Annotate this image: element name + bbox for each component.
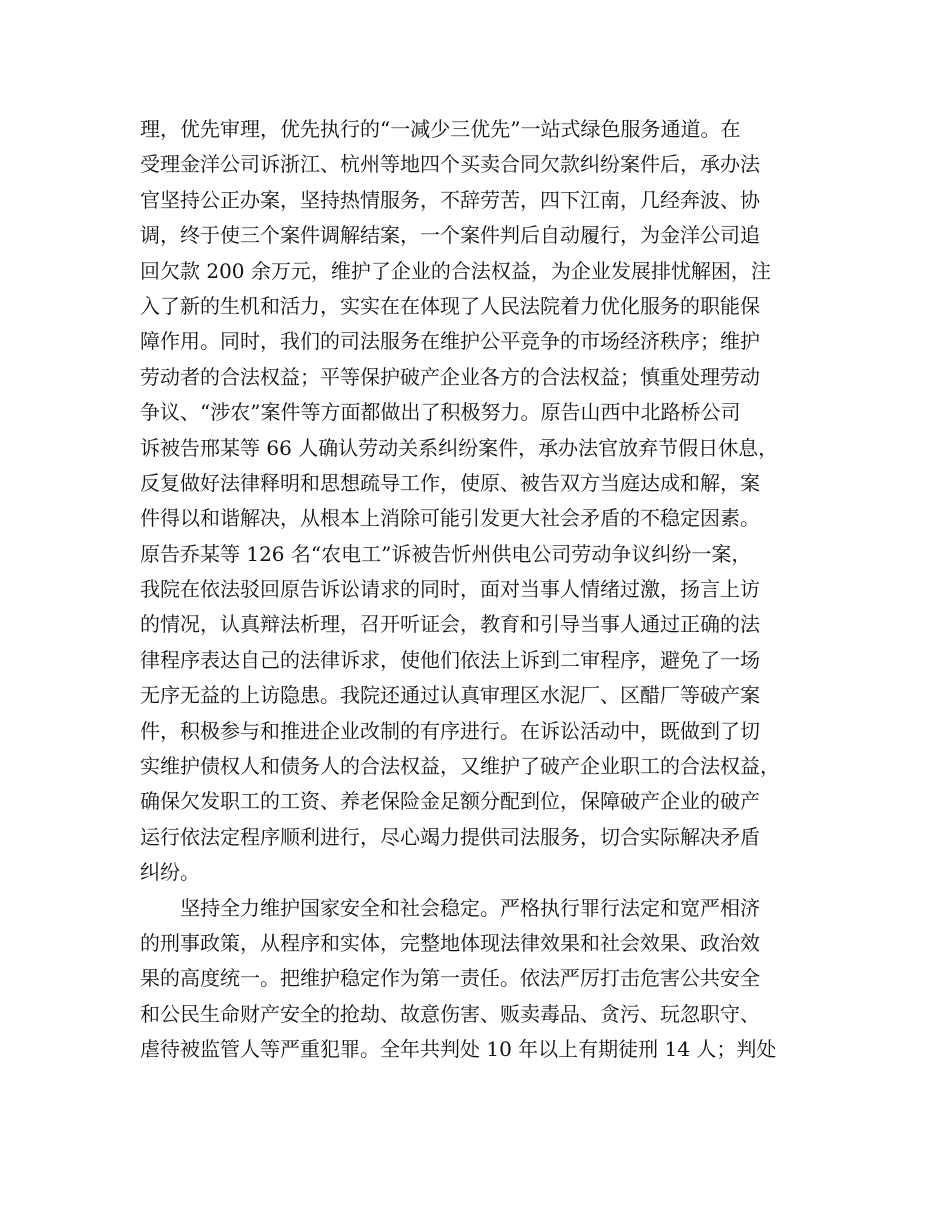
text-line: 无序无益的上访隐患。我院还通过认真审理区水泥厂、区醋厂等破产案 (140, 683, 760, 708)
text-line: 运行依法定程序顺利进行，尽心竭力提供司法服务，切合实际解决矛盾 (140, 824, 760, 849)
text-line: 确保欠发职工的工资、养老保险金足额分配到位，保障破产企业的破产 (140, 789, 760, 814)
text-line: 官坚持公正办案，坚持热情服务，不辞劳苦，四下江南，几经奔波、协 (140, 187, 760, 212)
text-line: 诉被告邢某等 66 人确认劳动关系纠纷案件，承办法官放弃节假日休息， (140, 435, 779, 460)
text-line: 的刑事政策，从程序和实体，完整地体现法律效果和社会效果、政治效 (140, 930, 760, 955)
text-line: 回欠款 200 余万元，维护了企业的合法权益，为企业发展排忧解困，注 (140, 258, 771, 283)
text-line: 果的高度统一。把维护稳定作为第一责任。依法严厉打击危害公共安全 (140, 966, 760, 991)
text-line: 和公民生命财产安全的抢劫、故意伤害、贩卖毒品、贪污、玩忽职守、 (140, 1001, 760, 1026)
text-line: 受理金洋公司诉浙江、杭州等地四个买卖合同欠款纠纷案件后，承办法 (140, 152, 760, 177)
text-line: 劳动者的合法权益；平等保护破产企业各方的合法权益；慎重处理劳动 (140, 364, 760, 389)
text-line: 实维护债权人和债务人的合法权益，又维护了破产企业职工的合法权益， (140, 754, 780, 779)
text-line: 争议、“涉农”案件等方面都做出了积极努力。原告山西中北路桥公司 (140, 400, 741, 425)
text-line: 原告乔某等 126 名“农电工”诉被告忻州供电公司劳动争议纠纷一案， (140, 541, 752, 566)
text-line: 坚持全力维护国家安全和社会稳定。严格执行罪行法定和宽严相济 (140, 895, 760, 920)
text-line: 反复做好法律释明和思想疏导工作，使原、被告双方当庭达成和解，案 (140, 470, 760, 495)
text-line: 调，终于使三个案件调解结案，一个案件判后自动履行，为金洋公司追 (140, 223, 760, 248)
text-line: 纠纷。 (140, 860, 200, 885)
text-line: 虐待被监管人等严重犯罪。全年共判处 10 年以上有期徒刑 14 人；判处 (140, 1037, 777, 1062)
text-line: 的情况，认真辩法析理，召开听证会，教育和引导当事人通过正确的法 (140, 612, 760, 637)
text-line: 我院在依法驳回原告诉讼请求的同时，面对当事人情绪过激，扬言上访 (140, 577, 760, 602)
text-line: 律程序表达自己的法律诉求，使他们依法上诉到二审程序，避免了一场 (140, 647, 760, 672)
body-text (140, 112, 820, 1068)
text-line: 障作用。同时，我们的司法服务在维护公平竞争的市场经济秩序；维护 (140, 329, 760, 354)
text-line: 件，积极参与和推进企业改制的有序进行。在诉讼活动中，既做到了切 (140, 718, 760, 743)
text-line: 件得以和谐解决，从根本上消除可能引发更大社会矛盾的不稳定因素。 (140, 506, 760, 531)
text-line: 入了新的生机和活力，实实在在体现了人民法院着力优化服务的职能保 (140, 293, 760, 318)
text-line: 理，优先审理，优先执行的“一减少三优先”一站式绿色服务通道。在 (140, 117, 741, 141)
